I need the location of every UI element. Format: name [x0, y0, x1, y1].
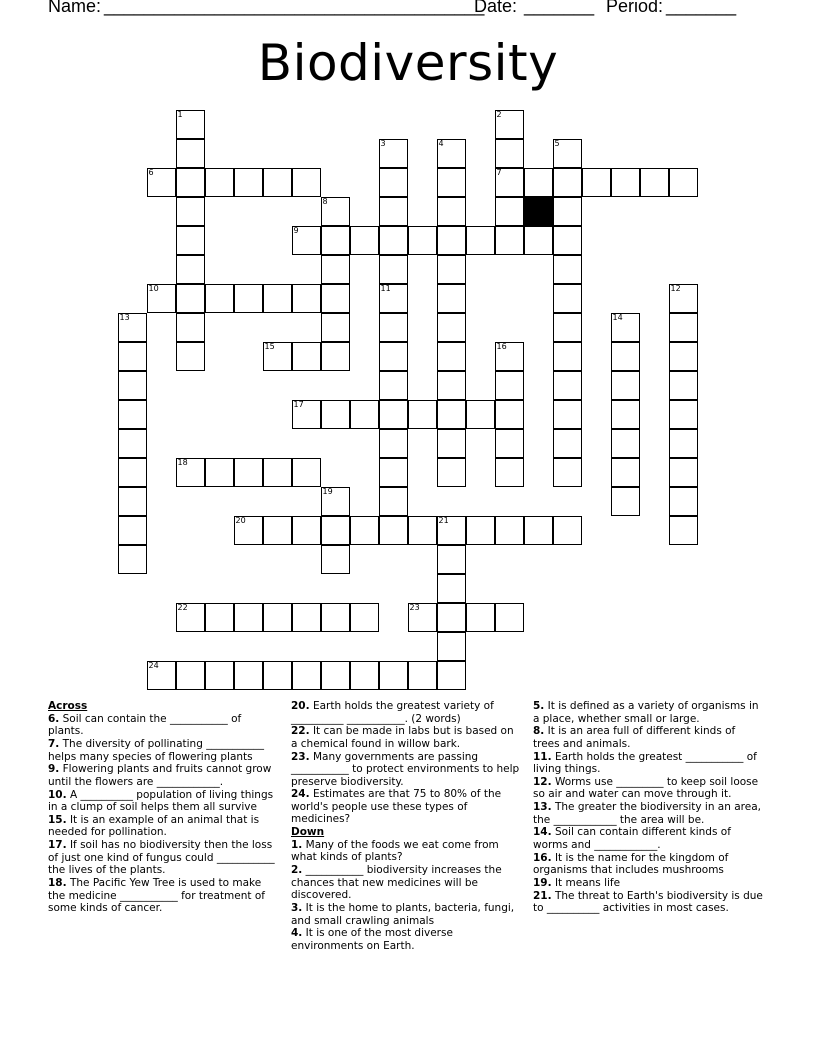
- crossword-cell-14[interactable]: [611, 313, 640, 342]
- crossword-cell[interactable]: [437, 458, 466, 487]
- crossword-cell[interactable]: [437, 284, 466, 313]
- clue-across-15: 15. It is an example of an animal that is needed for pollination.: [48, 813, 260, 839]
- crossword-cell[interactable]: [379, 226, 408, 255]
- crossword-cell-8[interactable]: [321, 197, 350, 226]
- crossword-cell[interactable]: [437, 342, 466, 371]
- crossword-cell[interactable]: [176, 197, 205, 226]
- crossword-cell[interactable]: [553, 371, 582, 400]
- crossword-cell[interactable]: [350, 226, 379, 255]
- crossword-cell[interactable]: [379, 255, 408, 284]
- clue-across-22: 22. It can be made in labs but is based on a chemical found in willow bark.: [291, 725, 514, 750]
- clue-number: 3: [380, 138, 386, 148]
- crossword-cell-24[interactable]: [147, 661, 176, 690]
- crossword-cell[interactable]: [437, 313, 466, 342]
- crossword-cell[interactable]: [408, 516, 437, 545]
- clue-across-6: 6. Soil can contain the ___________ of plants.: [48, 712, 242, 738]
- crossword-cell[interactable]: [466, 226, 495, 255]
- crossword-cell[interactable]: [321, 342, 350, 371]
- crossword-cell[interactable]: [176, 139, 205, 168]
- clue-number: 1: [177, 109, 183, 119]
- clue-number: 18: [177, 457, 188, 467]
- crossword-cell[interactable]: [466, 516, 495, 545]
- crossword-cell[interactable]: [669, 458, 698, 487]
- black-square: [524, 197, 553, 226]
- crossword-cell[interactable]: [205, 661, 234, 690]
- clue-down-3: 3. It is the home to plants, bacteria, fungi, and small crawling animals: [291, 902, 515, 927]
- crossword-cell[interactable]: [524, 226, 553, 255]
- clue-across-24: 24. Estimates are that 75 to 80% of the world's people use these types of medicines?: [291, 788, 502, 826]
- clue-number: 5: [554, 138, 560, 148]
- crossword-cell[interactable]: [495, 197, 524, 226]
- clue-number: 15: [264, 341, 275, 351]
- clue-number: 20: [235, 515, 246, 525]
- clue-down-12: 12. Worms use _________ to keep soil loose so air and water can move through it.: [533, 775, 759, 801]
- clue-across-20: 20. Earth holds the greatest variety of __________ ___________. (2 words): [291, 700, 494, 725]
- clue-across-7: 7. The diversity of pollinating ___________ helps many species of flowering plants: [48, 738, 264, 763]
- crossword-cell[interactable]: [292, 168, 321, 197]
- crossword-cell-10[interactable]: [147, 284, 176, 313]
- crossword-cell[interactable]: [524, 516, 553, 545]
- clue-across-10: 10. A __________ population of living things in a clump of soil helps them all survive: [48, 788, 274, 814]
- clue-number: 12: [670, 283, 681, 293]
- crossword-cell[interactable]: [118, 429, 147, 458]
- clue-number: 23: [409, 602, 420, 612]
- clue-across-9: 9. Flowering plants and fruits cannot grow until the flowers are ____________.: [48, 763, 272, 788]
- crossword-cell[interactable]: [292, 603, 321, 632]
- crossword-cell[interactable]: [408, 661, 437, 690]
- clue-number: 7: [496, 167, 502, 177]
- crossword-cell-6[interactable]: [147, 168, 176, 197]
- crossword-cell-13[interactable]: [118, 313, 147, 342]
- clue-down-1: 1. Many of the foods we eat come from what kinds of plants?: [291, 838, 499, 864]
- clue-number: 14: [612, 312, 623, 322]
- crossword-cell[interactable]: [379, 516, 408, 545]
- crossword-cell[interactable]: [263, 603, 292, 632]
- crossword-cell[interactable]: [292, 284, 321, 313]
- crossword-cell[interactable]: [379, 371, 408, 400]
- crossword-cell[interactable]: [611, 371, 640, 400]
- crossword-cell[interactable]: [669, 313, 698, 342]
- crossword-cell[interactable]: [321, 226, 350, 255]
- clue-number: 13: [119, 312, 130, 322]
- crossword-cell[interactable]: [495, 516, 524, 545]
- crossword-cell[interactable]: [234, 284, 263, 313]
- crossword-cell[interactable]: [379, 429, 408, 458]
- crossword-cell[interactable]: [495, 139, 524, 168]
- clue-across-17: 17. If soil has no biodiversity then the loss of just one kind of fungus could ___________ the lives of the plants.: [48, 839, 275, 877]
- clue-down-19: 19. It means life: [533, 877, 621, 890]
- clue-across-18: 18. The Pacific Yew Tree is used to make the medicine ___________ for treatment of some kinds of cancer.: [48, 877, 265, 915]
- crossword-cell-23[interactable]: [408, 603, 437, 632]
- name-blank[interactable]: ______________________________________: [104, 0, 485, 16]
- crossword-cell[interactable]: [118, 371, 147, 400]
- crossword-cell[interactable]: [553, 429, 582, 458]
- crossword-cell[interactable]: [437, 168, 466, 197]
- crossword-cell[interactable]: [379, 342, 408, 371]
- crossword-cell[interactable]: [611, 400, 640, 429]
- clue-number: 10: [148, 283, 159, 293]
- crossword-cell[interactable]: [611, 487, 640, 516]
- crossword-cell[interactable]: [321, 284, 350, 313]
- crossword-cell[interactable]: [350, 516, 379, 545]
- crossword-cell[interactable]: [437, 661, 466, 690]
- clue-number: 6: [148, 167, 154, 177]
- clue-number: 17: [293, 399, 304, 409]
- crossword-cell[interactable]: [437, 574, 466, 603]
- crossword-cell[interactable]: [466, 603, 495, 632]
- crossword-cell[interactable]: [379, 458, 408, 487]
- crossword-cell[interactable]: [466, 400, 495, 429]
- crossword-cell-3[interactable]: [379, 139, 408, 168]
- crossword-cell-9[interactable]: [292, 226, 321, 255]
- crossword-cell[interactable]: [437, 429, 466, 458]
- crossword-cell[interactable]: [408, 400, 437, 429]
- crossword-cell[interactable]: [437, 545, 466, 574]
- crossword-cell[interactable]: [553, 342, 582, 371]
- crossword-cell[interactable]: [118, 545, 147, 574]
- crossword-cell[interactable]: [350, 661, 379, 690]
- crossword-cell[interactable]: [321, 603, 350, 632]
- crossword-cell[interactable]: [321, 313, 350, 342]
- crossword-cell-19[interactable]: [321, 487, 350, 516]
- crossword-cell[interactable]: [379, 197, 408, 226]
- crossword-cell-16[interactable]: [495, 342, 524, 371]
- crossword-cell[interactable]: [263, 516, 292, 545]
- crossword-cell-20[interactable]: [234, 516, 263, 545]
- down-heading: Down: [291, 826, 325, 839]
- crossword-cell[interactable]: [495, 400, 524, 429]
- date-blank[interactable]: _______: [524, 0, 595, 16]
- crossword-cell-4[interactable]: [437, 139, 466, 168]
- clues-column-1: [48, 700, 280, 915]
- crossword-cell[interactable]: [234, 458, 263, 487]
- crossword-cell[interactable]: [176, 661, 205, 690]
- crossword-cell[interactable]: [553, 226, 582, 255]
- crossword-cell[interactable]: [669, 429, 698, 458]
- clue-number: 19: [322, 486, 333, 496]
- period-blank[interactable]: _______: [666, 0, 737, 16]
- crossword-cell[interactable]: [611, 342, 640, 371]
- crossword-cell[interactable]: [495, 226, 524, 255]
- crossword-cell[interactable]: [321, 516, 350, 545]
- page-title: Biodiversity: [257, 34, 559, 92]
- period-label: Period:: [606, 0, 664, 16]
- clue-number: 11: [380, 283, 391, 293]
- crossword-cell[interactable]: [669, 400, 698, 429]
- crossword-cell[interactable]: [263, 458, 292, 487]
- across-heading: Across: [48, 700, 88, 712]
- crossword-cell[interactable]: [669, 168, 698, 197]
- crossword-cell[interactable]: [495, 603, 524, 632]
- crossword-cell[interactable]: [118, 342, 147, 371]
- crossword-cell[interactable]: [582, 168, 611, 197]
- crossword-cell[interactable]: [524, 168, 553, 197]
- crossword-cell[interactable]: [118, 400, 147, 429]
- crossword-cell-2[interactable]: [495, 110, 524, 139]
- crossword-cell-7[interactable]: [495, 168, 524, 197]
- crossword-cell-11[interactable]: [379, 284, 408, 313]
- crossword-cell[interactable]: [176, 342, 205, 371]
- crossword-cell[interactable]: [379, 313, 408, 342]
- clue-down-8: 8. It is an area full of different kinds of trees and animals.: [533, 725, 736, 750]
- crossword-cell[interactable]: [263, 284, 292, 313]
- clue-down-13: 13. The greater the biodiversity in an area, the ____________ the area will be.: [533, 801, 761, 826]
- crossword-cell[interactable]: [553, 284, 582, 313]
- crossword-cell[interactable]: [321, 545, 350, 574]
- crossword-cell[interactable]: [292, 516, 321, 545]
- clue-number: 4: [438, 138, 444, 148]
- crossword-cell[interactable]: [495, 371, 524, 400]
- crossword-cell[interactable]: [350, 400, 379, 429]
- crossword-cell[interactable]: [437, 400, 466, 429]
- crossword-cell[interactable]: [350, 603, 379, 632]
- crossword-cell[interactable]: [553, 197, 582, 226]
- crossword-cell[interactable]: [611, 168, 640, 197]
- crossword-cell[interactable]: [611, 429, 640, 458]
- crossword-cell-1[interactable]: [176, 110, 205, 139]
- crossword-cell[interactable]: [553, 516, 582, 545]
- crossword-cell-5[interactable]: [553, 139, 582, 168]
- clue-number: 22: [177, 602, 188, 612]
- crossword-cell[interactable]: [437, 603, 466, 632]
- crossword-cell[interactable]: [321, 400, 350, 429]
- crossword-cell[interactable]: [379, 487, 408, 516]
- crossword-cell[interactable]: [234, 168, 263, 197]
- crossword-cell[interactable]: [553, 458, 582, 487]
- crossword-cell[interactable]: [292, 661, 321, 690]
- crossword-cell[interactable]: [234, 603, 263, 632]
- name-label: Name:: [48, 0, 102, 16]
- crossword-cell[interactable]: [553, 255, 582, 284]
- crossword-cell[interactable]: [205, 168, 234, 197]
- crossword-cell[interactable]: [669, 516, 698, 545]
- crossword-cell[interactable]: [669, 487, 698, 516]
- crossword-cell[interactable]: [176, 313, 205, 342]
- crossword-cell-22[interactable]: [176, 603, 205, 632]
- crossword-cell[interactable]: [553, 313, 582, 342]
- clue-number: 8: [322, 196, 328, 206]
- crossword-cell[interactable]: [263, 168, 292, 197]
- clue-down-16: 16. It is the name for the kingdom of organisms that includes mushrooms: [533, 851, 729, 877]
- crossword-cell[interactable]: [263, 661, 292, 690]
- clue-across-23: 23. Many governments are passing ___________ to protect environments to help preserve biodiversity.: [291, 750, 520, 788]
- crossword-cell[interactable]: [408, 226, 437, 255]
- clue-down-4: 4. It is one of the most diverse environments on Earth.: [291, 927, 453, 952]
- crossword-cell[interactable]: [437, 632, 466, 661]
- crossword-cell[interactable]: [234, 661, 263, 690]
- crossword-cell[interactable]: [118, 516, 147, 545]
- crossword-cell[interactable]: [205, 284, 234, 313]
- crossword-cell[interactable]: [553, 400, 582, 429]
- crossword-cell[interactable]: [379, 168, 408, 197]
- crossword-cell[interactable]: [205, 458, 234, 487]
- clue-number: 16: [496, 341, 507, 351]
- crossword-cell[interactable]: [495, 458, 524, 487]
- clue-down-11: 11. Earth holds the greatest ___________ of living things.: [533, 750, 757, 776]
- crossword-cell[interactable]: [437, 255, 466, 284]
- crossword-cell[interactable]: [553, 168, 582, 197]
- crossword-cell[interactable]: [176, 168, 205, 197]
- crossword-cell[interactable]: [379, 400, 408, 429]
- clue-number: 24: [148, 660, 159, 670]
- crossword-cell[interactable]: [379, 661, 408, 690]
- crossword-cell-15[interactable]: [263, 342, 292, 371]
- crossword-cell[interactable]: [437, 371, 466, 400]
- clue-down-14: 14. Soil can contain different kinds of worms and ____________.: [533, 826, 731, 851]
- clue-down-5: 5. It is defined as a variety of organisms in a place, whether small or large.: [533, 700, 759, 725]
- crossword-cell[interactable]: [292, 342, 321, 371]
- crossword-cell[interactable]: [205, 603, 234, 632]
- crossword-cell[interactable]: [495, 429, 524, 458]
- clues-column-3: [533, 700, 765, 915]
- crossword-cell[interactable]: [611, 458, 640, 487]
- crossword-cell[interactable]: [176, 226, 205, 255]
- crossword-cell[interactable]: [321, 255, 350, 284]
- clue-down-2: 2. ___________ biodiversity increases the chances that new medicines will be discovered.: [291, 864, 502, 902]
- crossword-cell[interactable]: [118, 458, 147, 487]
- crossword-cell-18[interactable]: [176, 458, 205, 487]
- crossword-cell-12[interactable]: [669, 284, 698, 313]
- clue-number: 21: [438, 515, 449, 525]
- crossword-cell[interactable]: [669, 371, 698, 400]
- crossword-cell[interactable]: [437, 197, 466, 226]
- crossword-cell[interactable]: [292, 458, 321, 487]
- crossword-cell[interactable]: [437, 226, 466, 255]
- crossword-cell[interactable]: [669, 342, 698, 371]
- clues-column-2: [291, 700, 523, 953]
- crossword-cell[interactable]: [176, 284, 205, 313]
- crossword-cell[interactable]: [118, 487, 147, 516]
- clue-number: 9: [293, 225, 299, 235]
- crossword-cell[interactable]: [321, 661, 350, 690]
- clue-number: 2: [496, 109, 502, 119]
- date-label: Date:: [474, 0, 518, 16]
- crossword-cell[interactable]: [640, 168, 669, 197]
- crossword-cell[interactable]: [176, 255, 205, 284]
- crossword-cell-21[interactable]: [437, 516, 466, 545]
- crossword-cell-17[interactable]: [292, 400, 321, 429]
- clue-down-21: 21. The threat to Earth's biodiversity is due to __________ activities in most cases.: [533, 889, 763, 915]
